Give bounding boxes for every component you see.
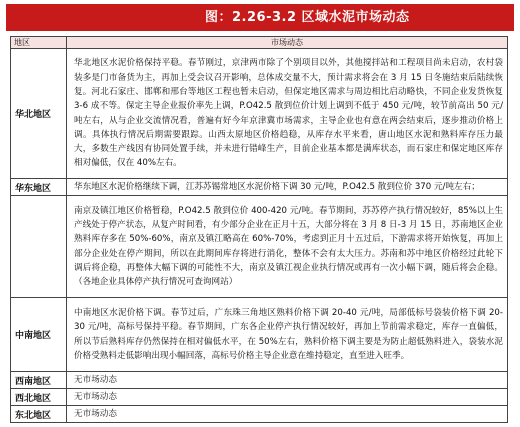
- table-row: [11, 49, 508, 179]
- row-region: 中南地区: [11, 298, 67, 372]
- table-row: [11, 389, 508, 406]
- row-content: 华北地区水泥价格保持平稳。春节刚过，京津两市除了个别项目以外，其他搅拌站和工程项目尚未启动，农村袋装多是门市备货为主，再加上受会议召开影响，总体成交量不大，预计需求将会在 3 月 15 日冬施结束后陆续恢复。河北石家庄、邯郸和邢台等地区工程也暂未启动，但保定地区需求与周边相比启动略快，不同企业发货恢复 3-6 成不等。保定主导企业报价率先上调，P.O42.5 散到位价计划上调到不低于 450 元/吨，较节前高出 50 元/吨左右，从与企业交流情况看，普遍有好今年京津冀市场需求，主导企业也有意在两会结束后，逐步推动价格上调。具体执行情况后期需要跟踪。山西太原地区价格趋稳，从库存水平来看，唐山地区水泥和熟料库存压力最大，多数生产线因有协同处置手续，并未进行错峰生产，目前企业基本都是满库状态，而石家庄和保定地区库存相对偏低，仅在 40%左右。: [67, 49, 508, 179]
- header-dynamics: 市场动态: [67, 37, 508, 49]
- row-region: 东北地区: [11, 406, 67, 423]
- row-content: 华东地区水泥价格继续下调，江苏苏锡常地区水泥价格下调 30 元/吨，P.O42.5 散到位价 370 元/吨左右；: [67, 179, 508, 196]
- table-row: [11, 196, 508, 298]
- row-content: 无市场动态: [67, 389, 508, 406]
- row-region: 西南地区: [11, 372, 67, 389]
- table-header-row: [11, 37, 508, 49]
- row-region: 华北地区: [11, 49, 67, 179]
- market-dynamics-table: [10, 36, 508, 423]
- row-region: [11, 196, 67, 298]
- row-content: 中南地区水泥价格下调。春节过后，广东珠三角地区熟料价格下调 20-40 元/吨，局部低标号袋装价格下调 20-30 元/吨，高标号保持平稳。春节期间，广东各企业停产执行情况较好，再加上节前需求稳定，库存一直偏低，所以节后熟料库存仍然保持在相对偏低水平，在 50%左右，熟料价格下调主要是为防止超低熟料进入，袋装水泥价格受熟料走低影响出现小幅回落，高标号价格主导企业意在维持稳定，直至进入旺季。: [67, 298, 508, 372]
- table-row: [11, 298, 508, 372]
- row-content: 无市场动态: [67, 406, 508, 423]
- table-row: [11, 406, 508, 423]
- table-row: [11, 179, 508, 196]
- row-region: 华东地区: [11, 179, 67, 196]
- page-title: 图：2.26-3.2 区域水泥市场动态: [205, 10, 410, 25]
- row-region: 西北地区: [11, 389, 67, 406]
- table-row: [11, 372, 508, 389]
- row-content: 无市场动态: [67, 372, 508, 389]
- title-bar: [6, 4, 514, 31]
- header-region: 地区: [11, 37, 67, 49]
- row-content: 南京及镇江地区价格暂稳，P.O42.5 散到位价 400-420 元/吨。春节期间，苏苏停产执行情况较好，85%以上生产线处于停产状态，从复产时间看，有少部分企业在正月十五，大部分将在 3 月 8 日-3 月 15 日，苏南地区企业熟料库存多在 50%-60%，南京及镇江略高在 60%-70%，考虑到正月十五过后，下游需求将开始恢复，再加上部分企业处在停产期间，所以在此期间库存将进行消化，整体不会有太大压力。苏南和苏中地区价格经过此轮下调后将企稳，再整体大幅下调的可能性不大，南京及镇江视企业执行情况或再有一次小幅下调，随后将会企稳。（各地企业具体停产执行情况可查询网站）: [67, 196, 508, 298]
